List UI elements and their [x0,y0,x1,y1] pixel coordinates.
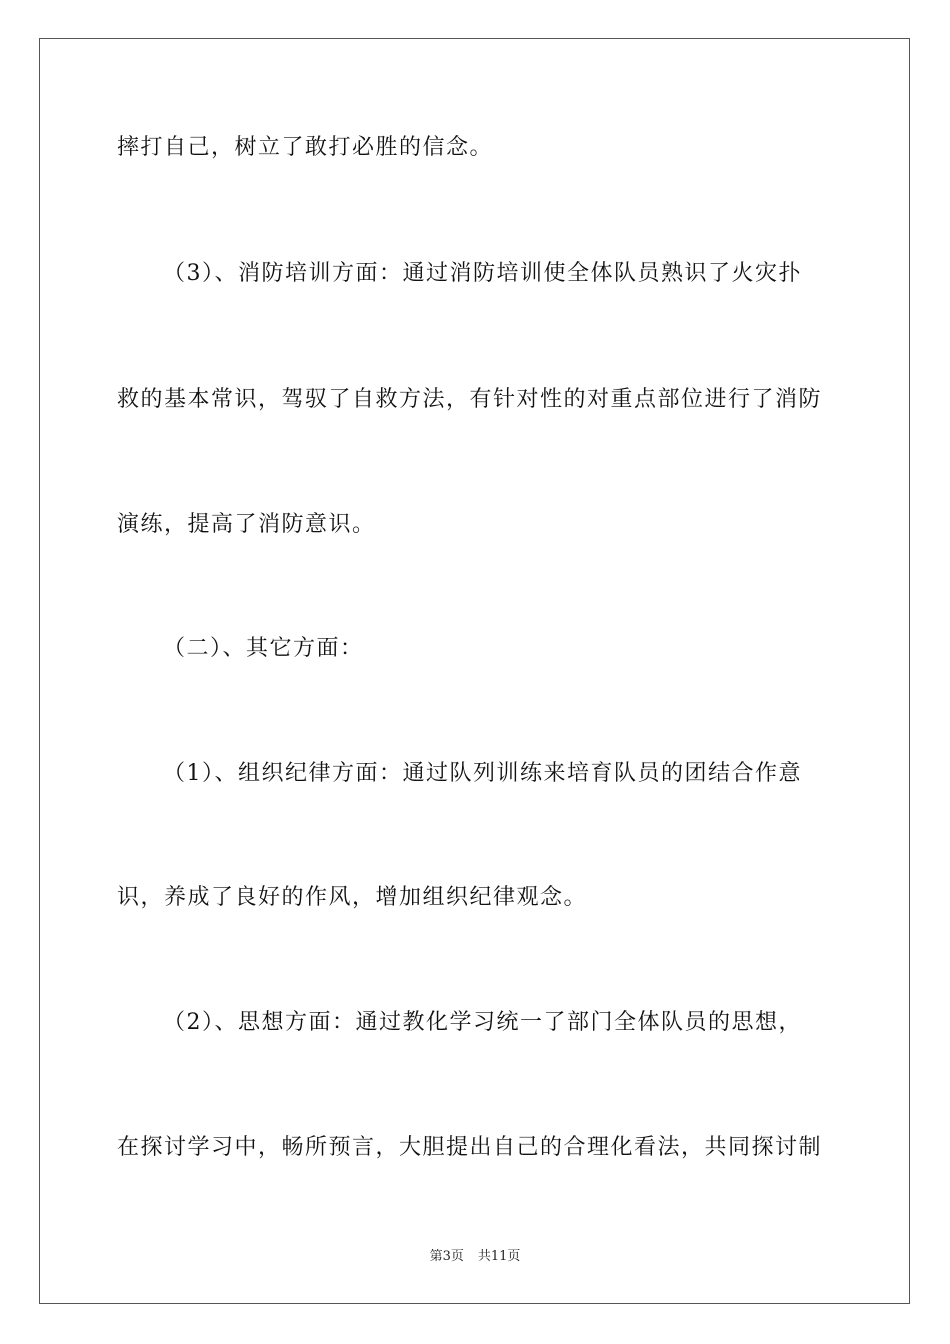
page-border [39,38,910,1304]
text-line: 演练，提高了消防意识。 [117,512,376,537]
page-footer [0,1248,950,1266]
text-line: 识，养成了良好的作风，增加组织纪律观念。 [117,885,588,910]
page-number: 第3页 [429,1249,464,1264]
text-line: 救的基本常识，驾驭了自救方法，有针对性的对重点部位进行了消防 [117,387,823,412]
paragraph-fire-training: （3）、消防培训方面：通过消防培训使全体队员熟识了火灾扑 [163,261,802,286]
text-line: 摔打自己，树立了敢打必胜的信念。 [117,135,494,160]
paragraph-discipline: （1）、组织纪律方面：通过队列训练来培育队员的团结合作意 [163,761,802,786]
text-line: 在探讨学习中，畅所预言，大胆提出自己的合理化看法，共同探讨制 [117,1135,823,1160]
page-total: 共11页 [477,1249,521,1264]
section-heading-other: （二）、其它方面： [163,636,364,661]
paragraph-thought: （2）、思想方面：通过教化学习统一了部门全体队员的思想， [163,1010,802,1035]
